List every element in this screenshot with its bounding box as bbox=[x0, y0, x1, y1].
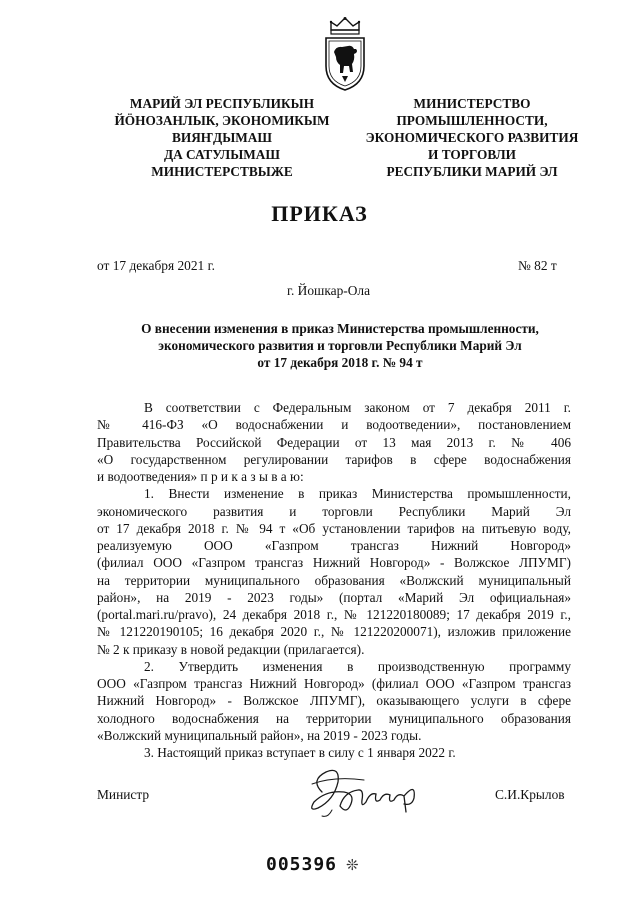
body-line: реализуемую ООО «Газпром трансгаз Нижний Новгород» bbox=[97, 538, 571, 553]
document-subject bbox=[97, 320, 583, 371]
body-line: Нижний Новгород» - Волжское ЛПУМГ), оказывающего услуги в сфере bbox=[97, 693, 571, 709]
document-title: ПРИКАЗ bbox=[271, 201, 368, 226]
body-line: (portal.mari.ru/pravo), 24 декабря 2018 г., № 121220180089; 17 декабря 2019 г., bbox=[97, 607, 571, 622]
signature-image bbox=[304, 762, 432, 822]
header-left-line: ВИЯҤДЫМАШ bbox=[171, 130, 273, 145]
body-line: Правительства Российской Федерации от 13 мая 2013 г. № 406 bbox=[97, 434, 571, 450]
header-right-line: ЭКОНОМИЧЕСКОГО РАЗВИТИЯ bbox=[365, 130, 579, 145]
document-date: от 17 декабря 2021 г. bbox=[97, 258, 215, 273]
header-left-line: ДА САТУЛЫМАШ bbox=[163, 147, 281, 162]
subject-line: экономического развития и торговли Республики Марий Эл bbox=[158, 338, 522, 353]
registration-number-stamp: 005396 bbox=[266, 854, 338, 875]
subject-line: О внесении изменения в приказ Министерства промышленности, bbox=[141, 321, 539, 336]
body-line: 2. Утвердить изменения в производственную программу bbox=[144, 658, 571, 674]
signer-role: Министр bbox=[97, 787, 150, 802]
body-line: и водоотведения» п р и к а з ы в а ю: bbox=[97, 469, 304, 484]
body-line: В соответствии с Федеральным законом от 7 декабря 2011 г. bbox=[144, 400, 571, 415]
asterisk-ornament-icon: ❊ bbox=[346, 858, 359, 874]
header-right-line: МИНИСТЕРСТВО bbox=[413, 96, 531, 111]
document-body bbox=[97, 399, 571, 761]
header-left-line: ЙӦНОЗАНЛЫК, ЭКОНОМИКЫМ bbox=[114, 113, 330, 128]
header-left-line: МИНИСТЕРСТВЫЖЕ bbox=[151, 164, 293, 179]
body-line: от 17 декабря 2018 г. № 94 т «Об установлении тарифов на питьевую воду, bbox=[97, 520, 571, 536]
document-city: г. Йошкар-Ола bbox=[287, 283, 371, 298]
body-line: «Волжский муниципальный район», на 2019 - 2023 годы. bbox=[97, 727, 422, 743]
signer-name: С.И.Крылов bbox=[495, 787, 565, 802]
header-right-block bbox=[354, 95, 590, 180]
body-line: экономического развития и торговли Республики Марий Эл bbox=[97, 503, 571, 519]
body-line: № 121220190105; 16 декабря 2020 г., № 121220200071), изложив приложение bbox=[97, 624, 571, 640]
body-line: № 2 к приказу в новой редакции (прилагается). bbox=[97, 641, 365, 657]
body-line: 1. Внести изменение в приказ Министерства промышленности, bbox=[144, 486, 571, 502]
header-left-line: МАРИЙ ЭЛ РЕСПУБЛИКЫН bbox=[129, 96, 315, 111]
header-right-line: ПРОМЫШЛЕННОСТИ, bbox=[396, 113, 548, 128]
body-line: 3. Настоящий приказ вступает в силу с 1 января 2022 г. bbox=[144, 745, 456, 760]
header-left-block bbox=[97, 95, 347, 180]
body-line: холодного водоснабжения на территории муниципального образования bbox=[97, 710, 571, 726]
header-right-line: И ТОРГОВЛИ bbox=[428, 147, 516, 162]
coat-of-arms-icon bbox=[322, 16, 368, 92]
body-line: «О государственном регулировании тарифов в сфере водоснабжения bbox=[97, 451, 571, 467]
body-line: ООО «Газпром трансгаз Нижний Новгород» (филиал ООО «Газпром трансгаз bbox=[97, 676, 571, 691]
header-right-line: РЕСПУБЛИКИ МАРИЙ ЭЛ bbox=[386, 164, 558, 179]
body-line: № 416-ФЗ «О водоснабжении и водоотведении», постановлением bbox=[97, 417, 571, 433]
body-line: район», на 2019 - 2023 годы» (портал «Марий Эл официальная» bbox=[97, 589, 571, 605]
subject-line: от 17 декабря 2018 г. № 94 т bbox=[257, 355, 423, 370]
document-number: № 82 т bbox=[518, 258, 557, 273]
body-line: на территории муниципального образования «Волжский муниципальный bbox=[97, 572, 571, 588]
body-line: (филиал ООО «Газпром трансгаз Нижний Новгород» - Волжское ЛПУМГ) bbox=[97, 555, 571, 571]
